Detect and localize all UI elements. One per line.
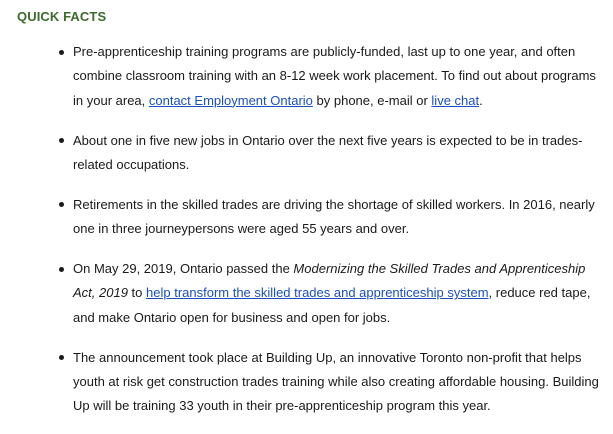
- fact-text: by phone, e-mail or: [312, 92, 432, 108]
- fact-text: .: [479, 92, 483, 108]
- fact-item-retirements: [73, 193, 600, 242]
- fact-text: The announcement took place at Building Up, an innovative Toronto non-profit that helps youth at risk get construction trades training while also creating affordable housing. Building Up will be training 33 youth in their pre-apprenticeship program this year.: [73, 349, 599, 414]
- section-heading: QUICK FACTS: [17, 9, 107, 24]
- fact-text: to: [127, 285, 147, 301]
- fact-text: Pre-apprenticeship training programs are publicly-funded, last up to one year, and often combine classroom training with an 8-12 week work placement. To find out about programs in your area,: [73, 44, 596, 108]
- quick-facts-list: [0, 40, 600, 434]
- fact-item-legislation: [73, 257, 600, 330]
- fact-item-pre-apprenticeship: [73, 40, 600, 113]
- fact-item-announcement: [73, 346, 600, 419]
- fact-text: , reduce red tape, and make Ontario open for business and open for jobs.: [73, 285, 591, 325]
- contact-employment-ontario-link[interactable]: contact Employment Ontario: [148, 92, 313, 108]
- act-title: Modernizing the Skilled Trades and Apprenticeship Act, 2019: [73, 261, 586, 301]
- fact-item-new-jobs: [73, 129, 600, 178]
- help-transform-link[interactable]: help transform the skilled trades and apprenticeship system: [146, 285, 489, 301]
- live-chat-link[interactable]: live chat: [431, 92, 480, 108]
- fact-text: On May 29, 2019, Ontario passed the: [73, 261, 294, 277]
- fact-text: Retirements in the skilled trades are driving the shortage of skilled workers. In 2016, nearly one in three journeypersons were aged 55 years and over.: [73, 196, 595, 237]
- fact-text: About one in five new jobs in Ontario over the next five years is expected to be in trades-related occupations.: [73, 132, 583, 172]
